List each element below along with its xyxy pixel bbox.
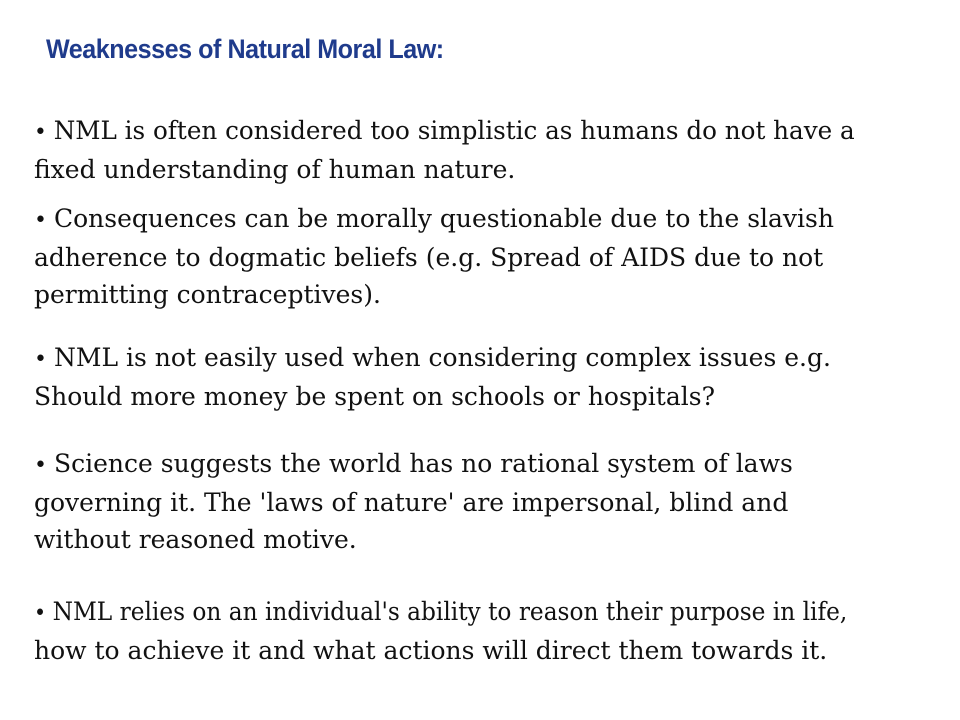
bullet-line: • Consequences can be morally questionable due to the slavish <box>34 200 954 239</box>
bullet-item <box>34 593 954 669</box>
bullet-dot: • <box>34 453 47 478</box>
bullet-line: • NML is not easily used when considering complex issues e.g. <box>34 339 954 378</box>
bullet-item <box>34 445 954 558</box>
slide-title: Weaknesses of Natural Moral Law: <box>46 34 444 64</box>
bullet-dot: • <box>34 601 47 626</box>
bullet-line: • NML relies on an individual's ability to reason their purpose in life, <box>34 593 890 632</box>
bullet-line: adherence to dogmatic beliefs (e.g. Spread of AIDS due to not <box>34 243 824 272</box>
bullet-line: permitting contraceptives). <box>34 280 381 309</box>
bullet-line: • NML is often considered too simplistic as humans do not have a <box>34 112 940 151</box>
bullet-dot: • <box>34 120 47 145</box>
bullet-item <box>34 200 954 313</box>
bullet-dot: • <box>34 208 47 233</box>
bullet-item <box>34 112 954 188</box>
bullet-item <box>34 339 954 415</box>
bullet-dot: • <box>34 347 47 372</box>
bullet-line: without reasoned motive. <box>34 525 357 554</box>
bullet-line: fixed understanding of human nature. <box>34 155 516 184</box>
bullet-line: how to achieve it and what actions will direct them towards it. <box>34 636 828 665</box>
bullet-line: • Science suggests the world has no rational system of laws <box>34 445 954 484</box>
bullet-line: Should more money be spent on schools or hospitals? <box>34 382 715 411</box>
bullet-line: governing it. The 'laws of nature' are impersonal, blind and <box>34 488 789 517</box>
